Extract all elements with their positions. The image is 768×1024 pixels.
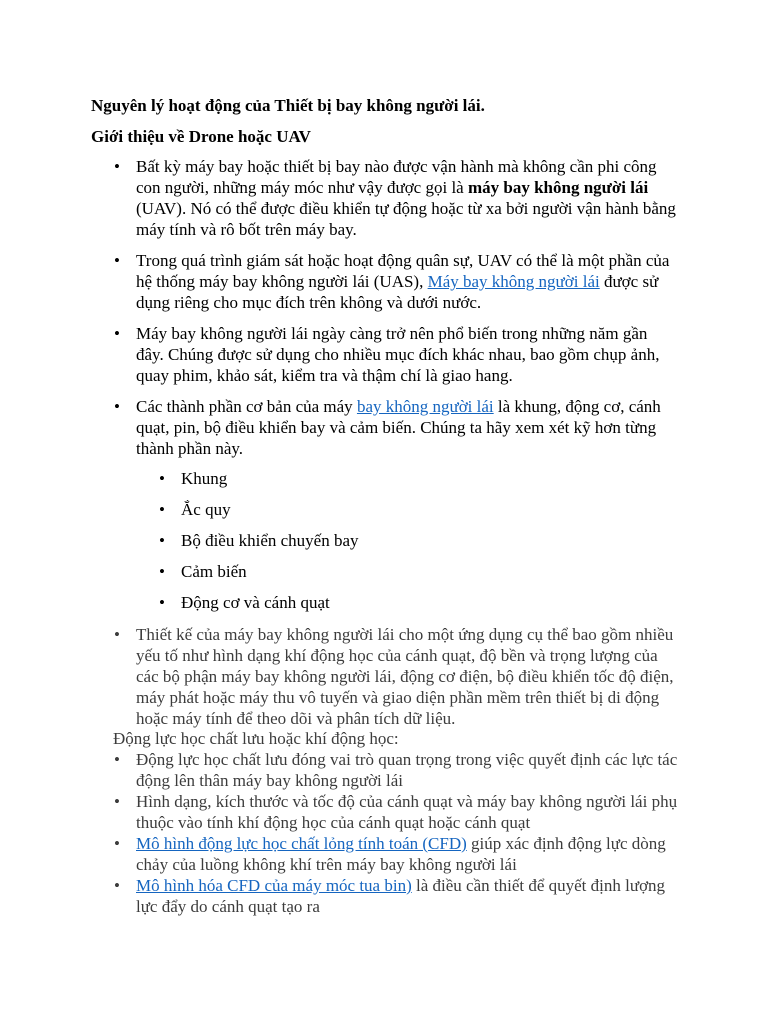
cfd-link[interactable]: Mô hình động lực học chất lỏng tính toán (CFD): [136, 834, 467, 853]
bullet-icon: •: [114, 834, 120, 853]
list-item: [159, 530, 581, 551]
bullet-icon: •: [114, 251, 120, 270]
list-item: [159, 499, 581, 520]
list-item: [159, 561, 581, 582]
item-text: (UAV). Nó có thể được điều khiển tự động hoặc từ xa bởi người vận hành bằng máy tính và rô bốt trên máy bay.: [136, 199, 676, 239]
item-text: là khung, động cơ, cánh quạt, pin, bộ điều khiển bay và cảm biến. Chúng ta hãy xem xét kỹ hơn từng thành phần này.: [136, 397, 661, 458]
intro-bullet-list: [114, 156, 678, 459]
item-text: là điều cần thiết để quyết định lượng lực đẩy do cánh quạt tạo ra: [136, 876, 666, 916]
component-label: Cảm biến: [181, 562, 247, 581]
bullet-icon: •: [114, 750, 120, 769]
list-item: [114, 250, 678, 313]
component-label: Khung: [181, 469, 228, 488]
item-text: Các thành phần cơ bản của máy: [136, 397, 357, 416]
bullet-icon: •: [159, 531, 165, 550]
list-item: [159, 592, 581, 613]
list-item: [114, 624, 678, 729]
bullet-icon: •: [159, 500, 165, 519]
item-text: giúp xác định động lực dòng chảy của luồng không khí trên máy bay không người lái: [136, 834, 666, 874]
item-text: Động lực học chất lưu đóng vai trò quan trọng trong việc quyết định các lực tác động lên thân máy bay không người lái: [136, 750, 678, 790]
item-bold-term: máy bay không người lái: [467, 178, 649, 197]
list-item: [114, 833, 678, 875]
cfd-turbine-link[interactable]: Mô hình hóa CFD của máy móc tua bin): [136, 876, 412, 895]
section-heading-intro: Giới thiệu về Drone hoặc UAV: [91, 127, 311, 146]
list-item: [114, 749, 678, 791]
bullet-icon: •: [114, 397, 120, 416]
uav-link[interactable]: Máy bay không người lái: [427, 272, 600, 291]
drone-link[interactable]: bay không người lái: [356, 397, 494, 416]
component-label: Động cơ và cánh quạt: [181, 593, 330, 612]
component-label: Bộ điều khiển chuyến bay: [181, 531, 359, 550]
section-heading-fluid-dynamics: Động lực học chất lưu hoặc khí động học:: [113, 729, 399, 748]
bullet-icon: •: [159, 562, 165, 581]
fluid-bullet-list: [114, 749, 678, 917]
item-text: Máy bay không người lái ngày càng trở nên phổ biến trong những năm gần đây. Chúng được sử dụng cho nhiều mục đích khác nhau, bao gồm chụp ảnh, quay phim, khảo sát, kiểm tra và thậm chí là giao hang.: [136, 324, 660, 385]
design-bullet-list: [114, 624, 678, 729]
bullet-icon: •: [114, 876, 120, 895]
bullet-icon: •: [114, 324, 120, 343]
list-item: [114, 875, 678, 917]
bullet-icon: •: [159, 593, 165, 612]
list-item: [114, 323, 678, 386]
document-title: Nguyên lý hoạt động của Thiết bị bay không người lái.: [91, 96, 485, 115]
item-text: được sử dụng riêng cho mục đích trên không và dưới nước.: [136, 272, 659, 312]
list-item: [114, 791, 678, 833]
list-item: [114, 156, 678, 240]
item-text: Thiết kế của máy bay không người lái cho một ứng dụng cụ thể bao gồm nhiều yếu tố như hình dạng khí động học của cánh quạt, độ bền và trọng lượng của các bộ phận máy bay không người lái, động cơ điện, bộ điều khiển tốc độ điện, máy phát hoặc máy thu vô tuyến và giao diện phần mềm trên thiết bị di động hoặc máy tính để theo dõi và phân tích dữ liệu.: [136, 625, 674, 728]
item-text: Trong quá trình giám sát hoặc hoạt động quân sự, UAV có thể là một phần của hệ thống máy bay không người lái (UAS),: [136, 251, 670, 291]
item-text: Hình dạng, kích thước và tốc độ của cánh quạt và máy bay không người lái phụ thuộc vào tính khí động học của cánh quạt hoặc cánh quạt: [136, 792, 678, 832]
component-label: Ắc quy: [181, 500, 231, 519]
bullet-icon: •: [114, 792, 120, 811]
bullet-icon: •: [159, 469, 165, 488]
bullet-icon: •: [114, 157, 120, 176]
list-item: [114, 396, 678, 459]
item-text: Bất kỳ máy bay hoặc thiết bị bay nào được vận hành mà không cần phi công con người, những máy móc như vậy được gọi là: [136, 157, 657, 197]
bullet-icon: •: [114, 625, 120, 644]
list-item: [159, 468, 581, 489]
components-bullet-list: [159, 468, 581, 613]
